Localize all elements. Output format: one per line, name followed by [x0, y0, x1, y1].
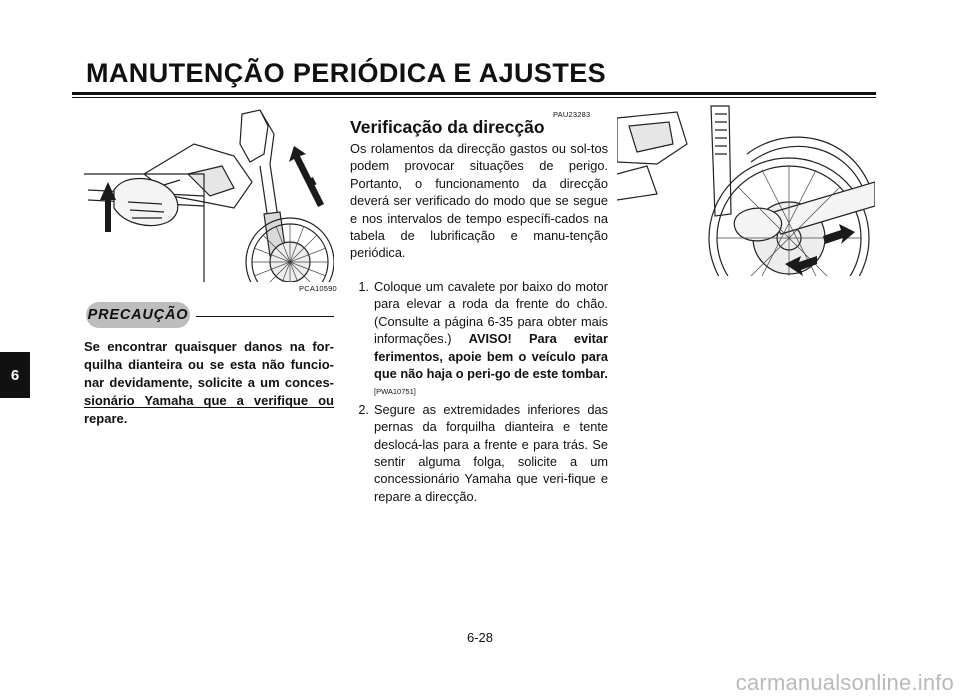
- front-wheel-illustration: [617, 104, 875, 276]
- steps-list: [350, 278, 608, 505]
- warning-code: [PWA10751]: [374, 387, 416, 397]
- section-title: Verificação da direcção: [350, 117, 545, 137]
- caution-badge: PRECAUÇÃO: [86, 302, 190, 328]
- page-number: 6-28: [466, 630, 494, 645]
- step-instruction: Coloque um cavalete por baixo do motor para elevar a roda da frente do chão. (Consulte a página 6-35 para obter mais informações.): [374, 279, 608, 347]
- step-text: [374, 278, 608, 401]
- header-rule: [72, 92, 876, 98]
- figure-code: PCA10590: [299, 284, 337, 293]
- caution-text: Se encontrar quaisquer danos na for-quilha dianteira ou se esta não funcio-nar devidamente, solicite a um conces-sionário Yamaha que a verifique ou repare.: [84, 339, 334, 426]
- step-number: 2.: [358, 401, 369, 417]
- caution-rule: [196, 316, 334, 317]
- caution-header: [84, 302, 334, 328]
- chapter-tab: 6: [0, 352, 30, 398]
- front-fork-illustration: [84, 104, 334, 282]
- warning-text: AVISO! Para evitar ferimentos, apoie bem o veículo para que não haja o peri-go de este tombar.: [374, 331, 608, 382]
- page-header-title: MANUTENÇÃO PERIÓDICA E AJUSTES: [86, 58, 607, 88]
- watermark: carmanualsonline.info: [735, 670, 954, 695]
- section-intro: Os rolamentos da direcção gastos ou sol-tos podem provocar situações de perigo. Portanto, o funcionamento da direcção deverá ser verificado do modo que se segue e nos intervalos de tempo específi-cados na tabela de lubrificação e manu-tenção periódica.: [350, 141, 608, 261]
- section-code: PAU23283: [553, 110, 591, 119]
- step-number: 1.: [358, 279, 369, 294]
- list-item: [350, 401, 608, 505]
- step-text: Segure as extremidades inferiores das pernas da forquilha dianteira e tente deslocá-las para a frente e para trás. Se sentir alguma folga, solicite a um concessionário Yamaha que veri-fique e repare a direcção.: [374, 401, 608, 504]
- caution-end-rule: [84, 407, 334, 408]
- list-item: [350, 278, 608, 401]
